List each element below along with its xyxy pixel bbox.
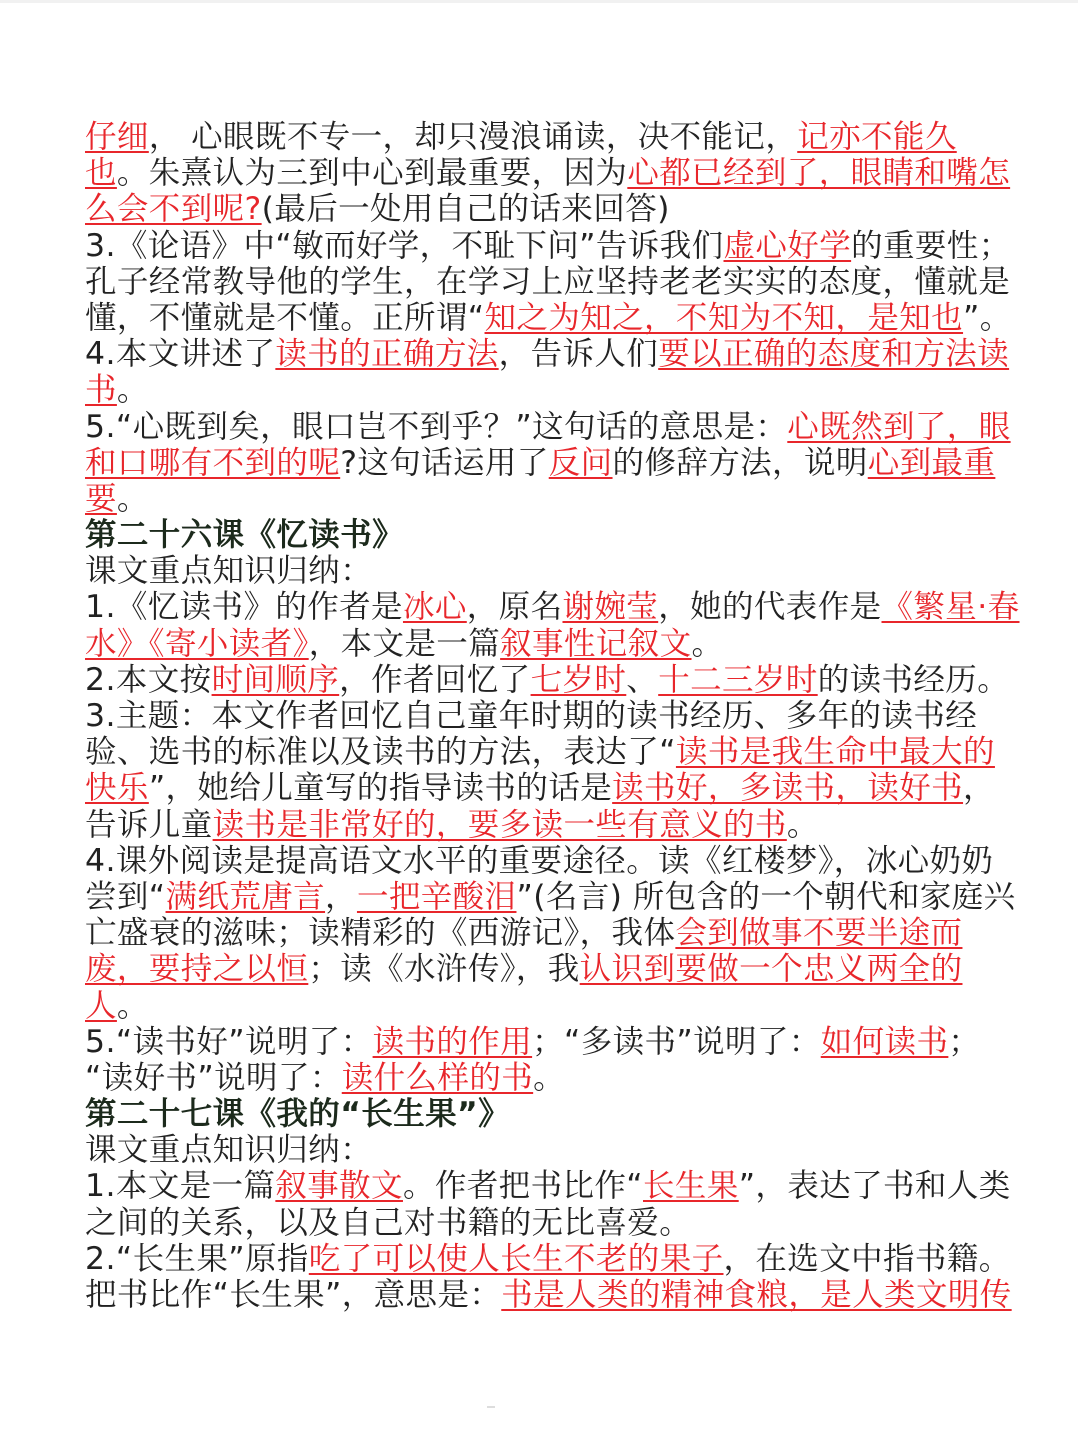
body-text: 3.主题：本文作者回忆自己童年时期的读书经历、多年的读书经 — [85, 698, 978, 734]
answer-text: 要 — [85, 480, 117, 517]
text-line — [85, 409, 1015, 445]
body-text: 懂，不懂就是不懂。正所谓“ — [85, 299, 485, 336]
body-text: 1.《忆读书》的作者是 — [85, 589, 403, 626]
answer-text: 知之为知之，不知为不知，是知也 — [484, 299, 964, 336]
text-line — [85, 336, 1015, 372]
text-line — [85, 155, 1015, 191]
text-line — [85, 119, 1015, 155]
answer-text: 书 — [85, 372, 117, 409]
body-text: 。 — [533, 1059, 566, 1096]
text-line — [85, 662, 1015, 698]
body-text: 5.“读书好”说明了： — [85, 1023, 373, 1060]
text-line — [85, 1277, 1015, 1313]
body-text: 3.《论语》中“敏而好学，不耻下问”告诉我们 — [85, 227, 724, 264]
answer-text: 谢婉莹 — [562, 589, 659, 626]
text-line — [85, 698, 1015, 734]
body-text: 尝到“ — [85, 878, 166, 915]
text-line — [85, 1205, 1015, 1241]
answer-text: 么会不到呢? — [85, 191, 262, 228]
body-text: 的修辞方法，说明 — [612, 444, 868, 481]
answer-text: 虚心好学 — [723, 227, 852, 264]
answer-text: 十二三岁时 — [658, 661, 818, 698]
body-text: “读好书”说明了： — [85, 1059, 342, 1096]
text-line — [85, 879, 1015, 915]
body-text: ， — [963, 770, 995, 807]
answer-text: 认识到要做一个忠义两全的 — [579, 951, 963, 988]
answer-text: 心都已经到了，眼睛和嘴怎 — [627, 155, 1011, 192]
body-text: 4.本文讲述了 — [85, 336, 276, 373]
text-line — [85, 228, 1015, 264]
answer-text: 会到做事不要半途而 — [675, 915, 963, 952]
text-line — [85, 770, 1015, 806]
answer-text: 仔细 — [85, 119, 149, 155]
text-line — [85, 589, 1020, 626]
text-line — [85, 1024, 1015, 1060]
body-text: 5.“心既到矣，眼口岂不到乎？”这句话的意思是： — [85, 408, 788, 445]
body-text: ， 心眼既不专一，却只漫浪诵读，决不能记， — [148, 119, 798, 155]
text-line — [85, 372, 1015, 408]
answer-text: 满纸荒唐言 — [165, 878, 326, 915]
text-line — [85, 951, 1015, 987]
study-notes-document — [85, 119, 1020, 1313]
body-text: ， — [325, 878, 357, 915]
body-text: 课文重点知识归纳： — [85, 1132, 373, 1169]
body-text: 告诉儿童 — [85, 806, 213, 843]
text-line — [85, 481, 1015, 517]
body-text: 。 — [116, 372, 149, 409]
answer-text: 读书的作用 — [372, 1023, 533, 1060]
answer-text: 记亦不能久 — [797, 119, 957, 155]
text-line — [85, 734, 1015, 770]
answer-text: 水》《寄小读者》 — [85, 625, 309, 662]
text-line — [85, 1132, 1015, 1168]
body-text: 之间的关系，以及自己对书籍的无比喜爱。 — [85, 1204, 692, 1241]
answer-text: 叙事性记叙文 — [500, 625, 692, 662]
body-text: 。 — [116, 480, 149, 517]
answer-text: 人 — [85, 987, 117, 1024]
top-divider — [0, 0, 1078, 3]
text-line — [85, 915, 1015, 951]
text-line — [85, 553, 1015, 589]
lesson-heading — [85, 517, 1015, 553]
body-text: ，作者回忆了 — [339, 661, 531, 698]
body-text: 。朱熹认为三到中心到最重要，因为 — [116, 155, 628, 192]
body-text: 把书比作“长生果”，意思是： — [85, 1277, 502, 1313]
body-text: 第二十六课《忆读书》 — [85, 517, 405, 554]
answer-text: 读书是我生命中最大的 — [675, 734, 995, 771]
body-text: 课文重点知识归纳： — [85, 553, 373, 590]
answer-text: 读书的正确方法 — [275, 336, 499, 373]
answer-text: 《繁星·春 — [881, 589, 1020, 626]
body-text: 的读书经历。 — [817, 661, 1010, 698]
text-line — [85, 264, 1015, 300]
answer-text: 反问 — [548, 444, 613, 481]
body-text: ”，她给儿童写的指导读书的话是 — [148, 770, 613, 807]
answer-text: 读什么样的书 — [341, 1059, 534, 1096]
body-text: ，原名 — [466, 589, 563, 626]
body-text: ；“多读书”说明了： — [532, 1023, 821, 1060]
body-text: 。 — [786, 806, 819, 843]
text-line — [85, 988, 1015, 1024]
answer-text: 七岁时 — [530, 661, 627, 698]
body-text: 。 — [116, 987, 149, 1024]
answer-text: 书是人类的精神食粮，是人类文明传 — [501, 1277, 1012, 1313]
answer-text: 和口哪有不到的呢 — [85, 444, 341, 481]
text-line — [85, 191, 1015, 227]
answer-text: 一把辛酸泪 — [356, 878, 517, 915]
body-text: 验、选书的标准以及读书的方法，表达了“ — [85, 734, 676, 771]
body-text: ，告诉人们 — [498, 336, 659, 373]
text-line — [85, 1168, 1015, 1204]
body-text: ，在选文中指书籍。 — [723, 1240, 1011, 1277]
body-text: 的重要性； — [851, 227, 1011, 264]
body-text: ”(名言) 所包含的一个朝代和家庭兴 — [516, 878, 1016, 915]
answer-text: 如何读书 — [820, 1023, 949, 1060]
body-text: (最后一处用自己的话来回答) — [261, 191, 670, 228]
text-line — [85, 1060, 1015, 1096]
answer-text: 也 — [85, 155, 117, 192]
answer-text: 冰心 — [402, 589, 467, 626]
body-text: 亡盛衰的滋味；读精彩的《西游记》，我体 — [85, 915, 676, 952]
answer-text: 心既然到了，眼 — [787, 408, 1011, 445]
body-text: 4.课外阅读是提高语文水平的重要途径。读《红楼梦》，冰心奶奶 — [85, 842, 994, 879]
answer-text: 快乐 — [85, 770, 149, 807]
text-line — [85, 626, 1015, 662]
answer-text: 叙事散文 — [275, 1168, 403, 1205]
body-text: 2.“长生果”原指 — [85, 1240, 309, 1277]
text-line — [85, 300, 1015, 336]
text-line — [85, 1241, 1015, 1277]
answer-text: 废，要持之以恒 — [85, 951, 309, 988]
answer-text: 吃了可以使人长生不老的果子 — [308, 1240, 724, 1277]
body-text: ?这句话运用了 — [340, 444, 549, 481]
body-text: 。 — [691, 625, 724, 662]
answer-text: 读书是非常好的，要多读一些有意义的书 — [212, 806, 787, 843]
page-indicator — [487, 1406, 495, 1408]
body-text: ，她的代表作是 — [658, 589, 882, 626]
text-line — [85, 843, 1015, 879]
body-text: ”。 — [963, 299, 1012, 336]
body-text: 孔子经常教导他的学生，在学习上应坚持老老实实的态度，懂就是 — [85, 263, 1011, 300]
answer-text: 要以正确的态度和方法读 — [658, 336, 1010, 373]
lesson-heading — [85, 1096, 1015, 1132]
body-text: ；读《水浒传》，我 — [308, 951, 580, 988]
body-text: 。作者把书比作“ — [402, 1168, 643, 1205]
text-line — [85, 807, 1015, 843]
answer-text: 长生果 — [643, 1168, 739, 1205]
body-text: ； — [948, 1023, 981, 1060]
answer-text: 读书好，多读书，读好书 — [612, 770, 964, 807]
body-text: ，本文是一篇 — [308, 625, 501, 662]
body-text: 2.本文按 — [85, 661, 212, 698]
body-text: 1.本文是一篇 — [85, 1168, 276, 1205]
answer-text: 时间顺序 — [211, 661, 340, 698]
body-text: ”，表达了书和人类 — [738, 1168, 1011, 1205]
body-text: 第二十七课《我的“长生果”》 — [85, 1096, 511, 1133]
text-line — [85, 445, 1015, 481]
body-text: 、 — [626, 661, 659, 698]
answer-text: 心到最重 — [867, 444, 996, 481]
